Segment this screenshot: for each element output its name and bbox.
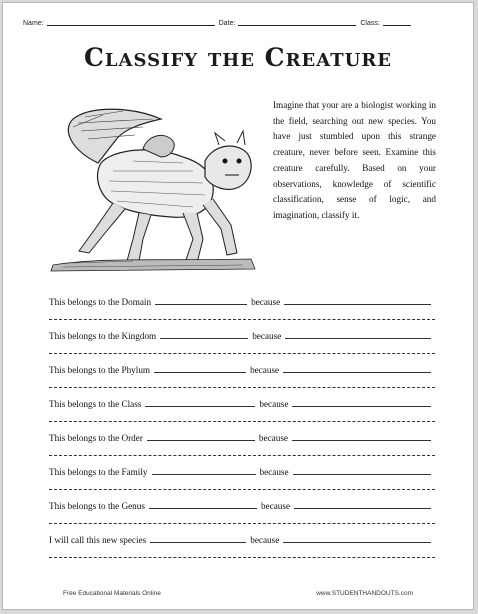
row-prompt: This belongs to the Order [49,433,143,443]
row-prompt: This belongs to the Genus [49,501,145,511]
row-prompt: This belongs to the Phylum [49,365,151,375]
because-label: because [250,535,280,545]
answer-blank[interactable] [147,439,255,441]
row-prompt: This belongs to the Family [49,467,148,477]
date-blank [238,18,356,26]
because-label: because [259,467,289,477]
row-prompt: This belongs to the Kingdom [49,331,157,341]
footer-website[interactable]: www.STUDENTHANDOUTS.com [316,590,413,597]
because-label: because [259,399,289,409]
classification-rows [49,293,435,565]
class-blank [383,18,411,26]
answer-blank[interactable] [149,507,257,509]
classification-row [49,463,435,497]
reason-continuation-line[interactable] [49,319,435,320]
reason-blank[interactable] [283,371,431,373]
reason-continuation-line[interactable] [49,353,435,354]
row-prompt: This belongs to the Domain [49,297,152,307]
because-label: because [260,501,291,511]
reason-continuation-line[interactable] [49,523,435,524]
header-fields [23,18,453,27]
worksheet-page [2,2,474,610]
classification-row [49,497,435,531]
intro-paragraph: Imagine that your are a biologist working in the field, searching out new species. You have just stumbled upon this strange creature, never before seen. Examine this creature carefully. Based on your observations, knowledge of scientific classification, sense of logic, and imagination, classify it. [273,100,436,220]
because-label: because [250,365,280,375]
answer-blank[interactable] [145,405,255,407]
reason-blank[interactable] [283,541,431,543]
reason-blank[interactable] [285,337,431,339]
reason-continuation-line[interactable] [49,387,435,388]
answer-blank[interactable] [160,337,248,339]
classification-row [49,361,435,395]
classification-row [49,395,435,429]
answer-blank[interactable] [152,473,256,475]
reason-continuation-line[interactable] [49,489,435,490]
classification-row [49,293,435,327]
footer-left-text: Free Educational Materials Online [63,590,161,597]
because-label: because [251,297,281,307]
page-footer [63,590,413,597]
answer-blank[interactable] [154,371,246,373]
classification-row [49,429,435,463]
reason-blank[interactable] [293,473,431,475]
reason-continuation-line[interactable] [49,455,435,456]
page-title: Classify the Creature [83,43,393,72]
reason-blank[interactable] [292,439,431,441]
because-label: because [258,433,288,443]
classification-row [49,327,435,361]
reason-blank[interactable] [294,507,431,509]
row-prompt: I will call this new species [49,535,147,545]
reason-blank[interactable] [292,405,431,407]
reason-continuation-line[interactable] [49,557,435,558]
row-prompt: This belongs to the Class [49,399,142,409]
reason-continuation-line[interactable] [49,421,435,422]
classification-row [49,531,435,565]
class-label: Class: [360,20,380,27]
answer-blank[interactable] [155,303,247,305]
name-label: Name: [23,20,44,27]
date-label: Date: [218,20,236,27]
reason-blank[interactable] [284,303,431,305]
name-blank [47,18,215,26]
creature-illustration [43,101,261,273]
because-label: because [252,331,282,341]
answer-blank[interactable] [150,541,246,543]
